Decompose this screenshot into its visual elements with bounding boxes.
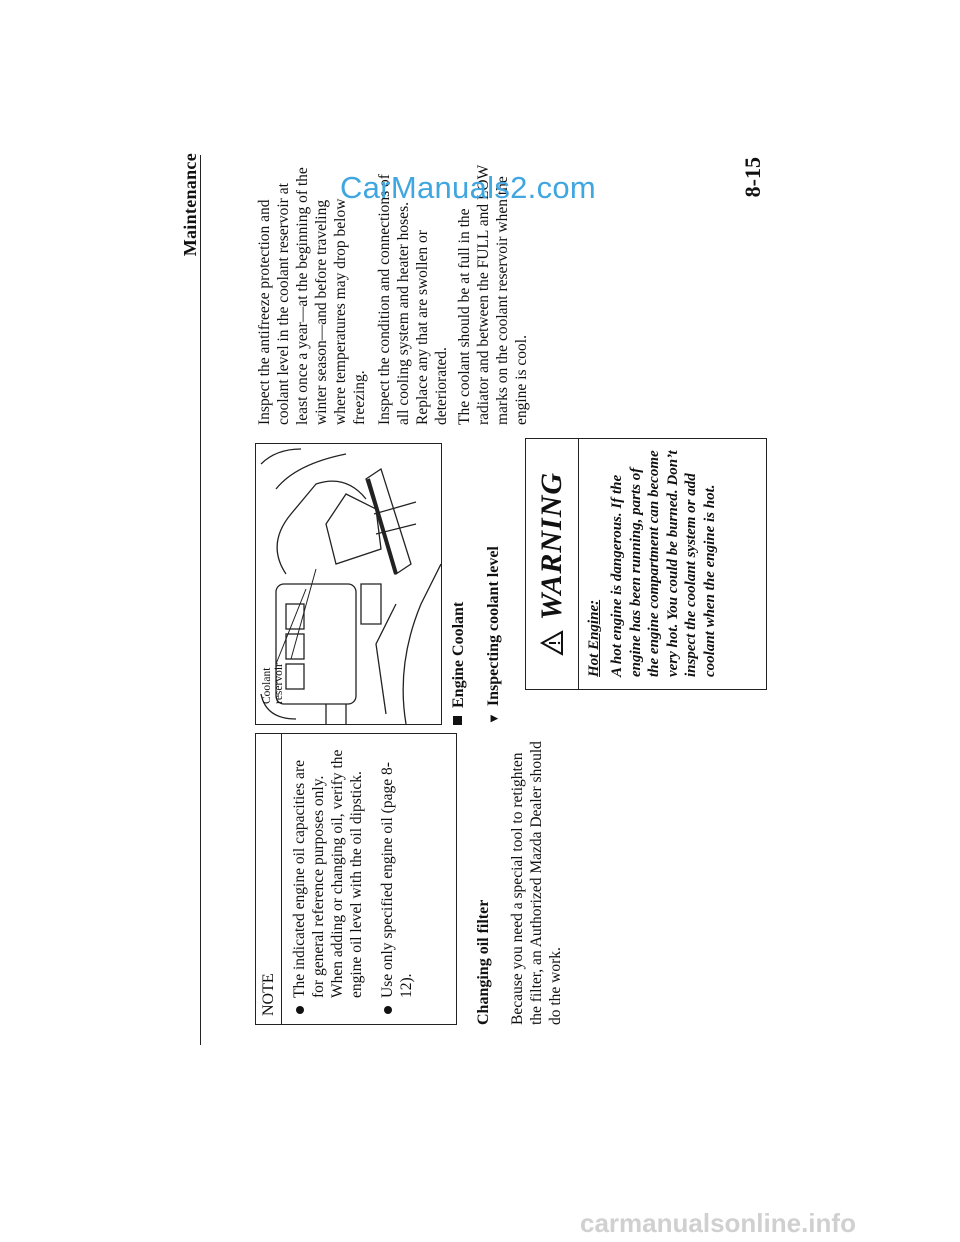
- note-box: [255, 733, 457, 1025]
- triangle-down-icon: ▼: [486, 712, 501, 725]
- inspect-hoses-paragraph: Inspect the condition and connections of all cooling system and heater hoses. Replace any that are swollen or deteriorated.: [376, 174, 450, 425]
- inspecting-coolant-heading: ▼Inspecting coolant level: [485, 546, 502, 725]
- warning-title: WARNING: [535, 471, 568, 621]
- engine-coolant-heading: Engine Coolant: [450, 602, 468, 725]
- engine-bay-illustration: [255, 443, 442, 725]
- warning-box: [525, 438, 767, 690]
- note-item: [378, 742, 416, 1016]
- note-list: [290, 742, 428, 1016]
- note-heading: NOTE: [256, 734, 282, 1024]
- antifreeze-paragraph: Inspect the antifreeze protection and coolant level in the coolant reservoir at least once a year—at the beginning of the winter season—and before traveling where temperatures may drop below freezing.: [256, 167, 368, 425]
- changing-oil-filter-heading: Changing oil filter: [475, 899, 492, 1025]
- note-item: [290, 742, 366, 1016]
- warning-triangle-icon: [540, 630, 564, 656]
- manual-page: [180, 145, 880, 1195]
- bullet-icon: [384, 1006, 392, 1014]
- section-header: Maintenance: [180, 153, 200, 257]
- square-bullet-icon: [453, 716, 462, 725]
- warning-header: [526, 439, 579, 689]
- warning-text: A hot engine is dangerous. If the engine has been running, parts of the engine compartment can become very hot. You could be burned. Don’t inspect the coolant system or add coolant when the engine is hot.: [609, 450, 718, 677]
- changing-oil-filter-text: Because you need a special tool to retighten the filter, an Authorized Mazda Dealer should do the work.: [509, 741, 564, 1025]
- watermark-top: CarManuals2.com: [340, 170, 597, 205]
- note-item-text: The indicated engine oil capacities are for general reference purposes only. When adding or changing oil, verify the engine oil level with the oil dipstick.: [291, 749, 365, 998]
- header-rule: [200, 155, 201, 1045]
- warning-subtitle: Hot Engine:: [586, 599, 602, 677]
- watermark-footer: carmanualsonline.info: [580, 1208, 856, 1238]
- coolant-reservoir-label: Coolant reservoir: [261, 663, 285, 704]
- note-item-text: Use only specified engine oil (page 8-12).: [379, 762, 415, 998]
- page-number: 8-15: [740, 157, 765, 198]
- coolant-level-paragraph: The coolant should be at full in the radiator and between the FULL and LOW marks on the coolant reservoir when the engine is cool.: [456, 165, 530, 425]
- bullet-icon: [296, 1006, 304, 1014]
